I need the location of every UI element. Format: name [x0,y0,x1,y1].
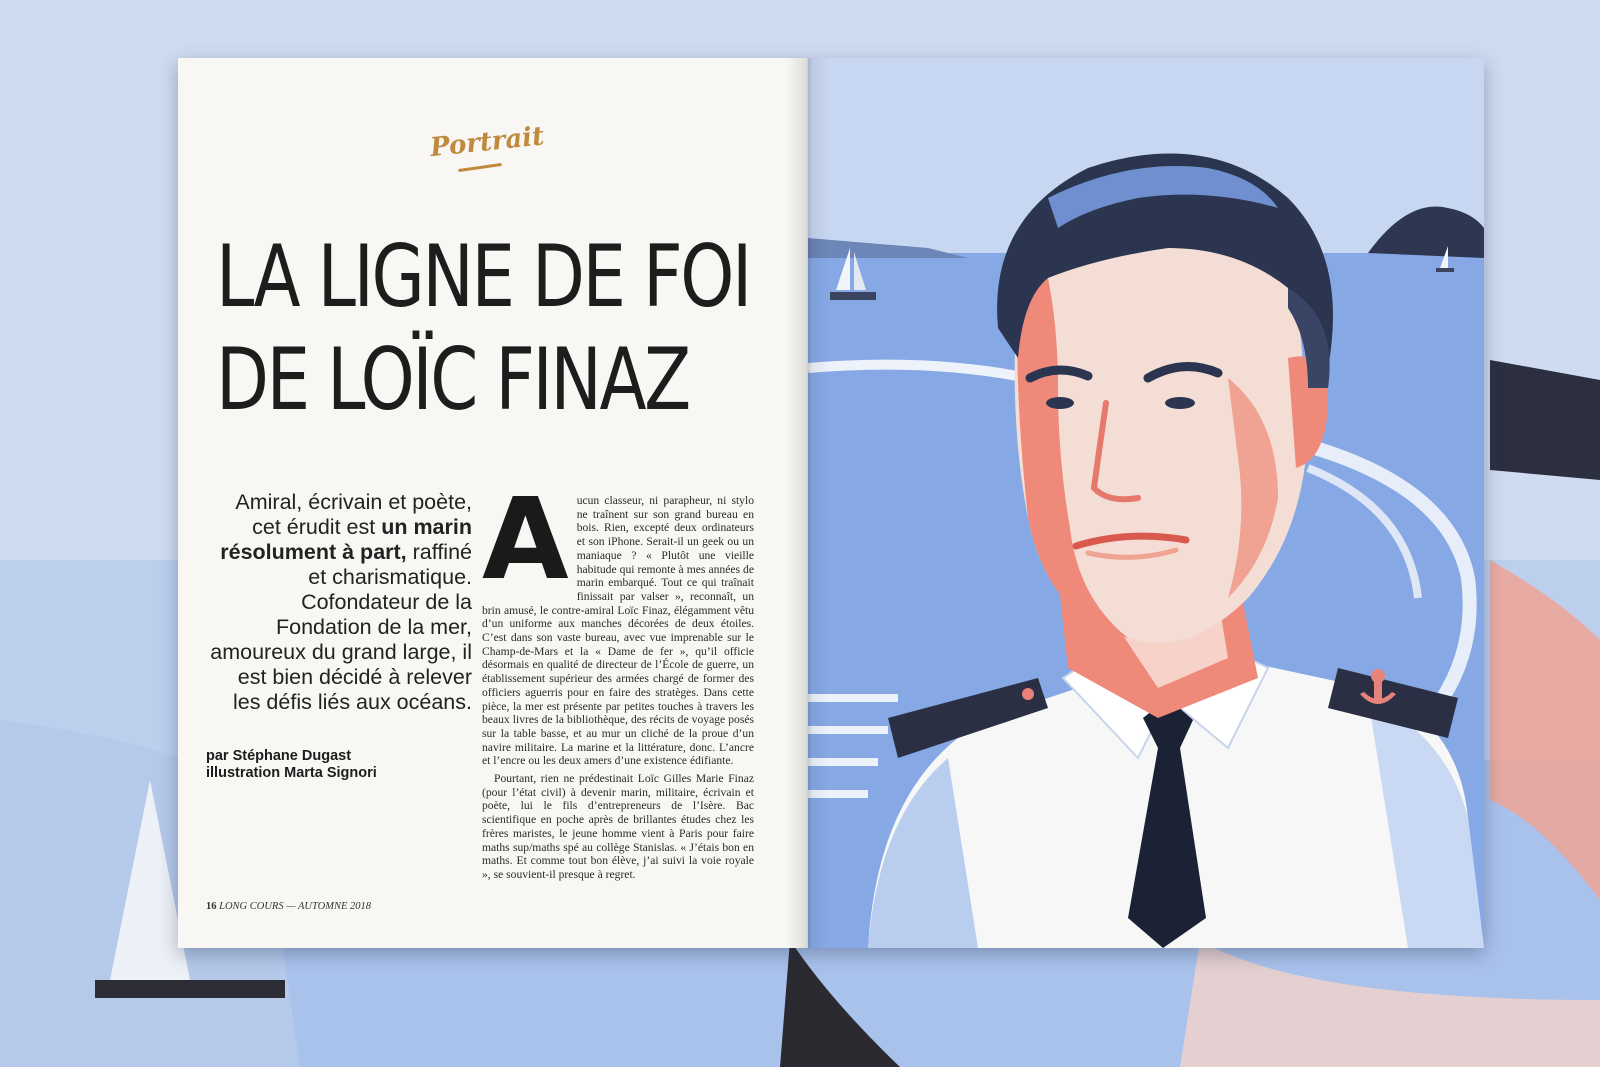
section-rubric: Portrait [428,121,546,164]
article-body [482,475,754,886]
deck-text-part-2: raffiné et charismatique. Cofondateur de la Fondation de la mer, amoureux du grand large, il est bien décidé à relever les défis liés aux océans. [210,540,472,714]
article-page [178,58,808,948]
headline-line-2: DE LOÏC FINAZ [216,330,689,430]
page-folio [206,901,371,912]
page-number: 16 [206,901,217,912]
portrait-illustration-page [808,58,1484,948]
deck-text-part-1: Amiral, écrivain et poète, cet érudit est [235,490,472,539]
deck-text-bold: un marin résolument à part, [220,515,472,564]
article-deck [206,490,472,715]
author-credit: par Stéphane Dugast [206,748,352,764]
eye-left [1046,397,1074,409]
headline-line-1: LA LIGNE DE FOI [216,227,750,327]
illustrator-credit: illustration Marta Signori [206,765,377,781]
eye-right [1165,397,1195,409]
drop-cap: A [482,475,569,605]
paragraph-1-text: ucun classeur, ni parapheur, ni stylo ne traînent sur son grand bureau en bois. Rien, excepté deux ordinateurs et son iPhone. Serait-il un geek ou un maniaque ? « Plutôt une vieille habitude qui remonte à mes années de marin embarqué. Tout ce qui traînait finissait par valser », reconnaît, un brin amusé, le contre-amiral Loïc Finaz, élégamment vêtu d’un uniforme aux manches décorées de deux étoiles. C’est dans son vaste bureau, avec vue imprenable sur le Champ-de-Mars et la « Dame de fer », qu’il officie désormais en qualité de directeur de l’École de guerre, un établissement supérieur des armées chargé de former des officiers aguerris pour en faire des stratèges. Dans cette pièce, la mer est présente par petites touches à travers les beaux livres de la bibliothèque, des récits de voyage posés sur la table basse, et au mur un cliché de la proue d’un navire militaire. La marine et la littérature, donc. L’ancre et l’encre ou les deux amers d’une existence édifiante. [482,494,754,768]
shoulder-board-left-button [1022,688,1034,700]
magazine-issue: LONG COURS — AUTOMNE 2018 [219,901,372,912]
magazine-spread [178,58,1484,948]
body-paragraph-2: Pourtant, rien ne prédestinait Loïc Gilles Marie Finaz (pour l’état civil) à devenir marin, militaire, écrivain et poète, lui le fils d’entrepreneurs de l’Isère. Bac scientifique en poche après de brillantes études chez les frères maristes, le jeune homme vient à Paris pour faire maths sup/maths spé au collège Stanislas. « J’étais bon en maths. Et comme tout bon élève, j’ai suivi la voie royale », se souvient-il presque à regret. [482,772,754,881]
portrait-illustration [808,58,1484,948]
byline [206,748,466,782]
body-paragraph-1 [482,475,754,768]
article-headline [216,226,750,432]
rubric-underline-swash [458,163,502,172]
